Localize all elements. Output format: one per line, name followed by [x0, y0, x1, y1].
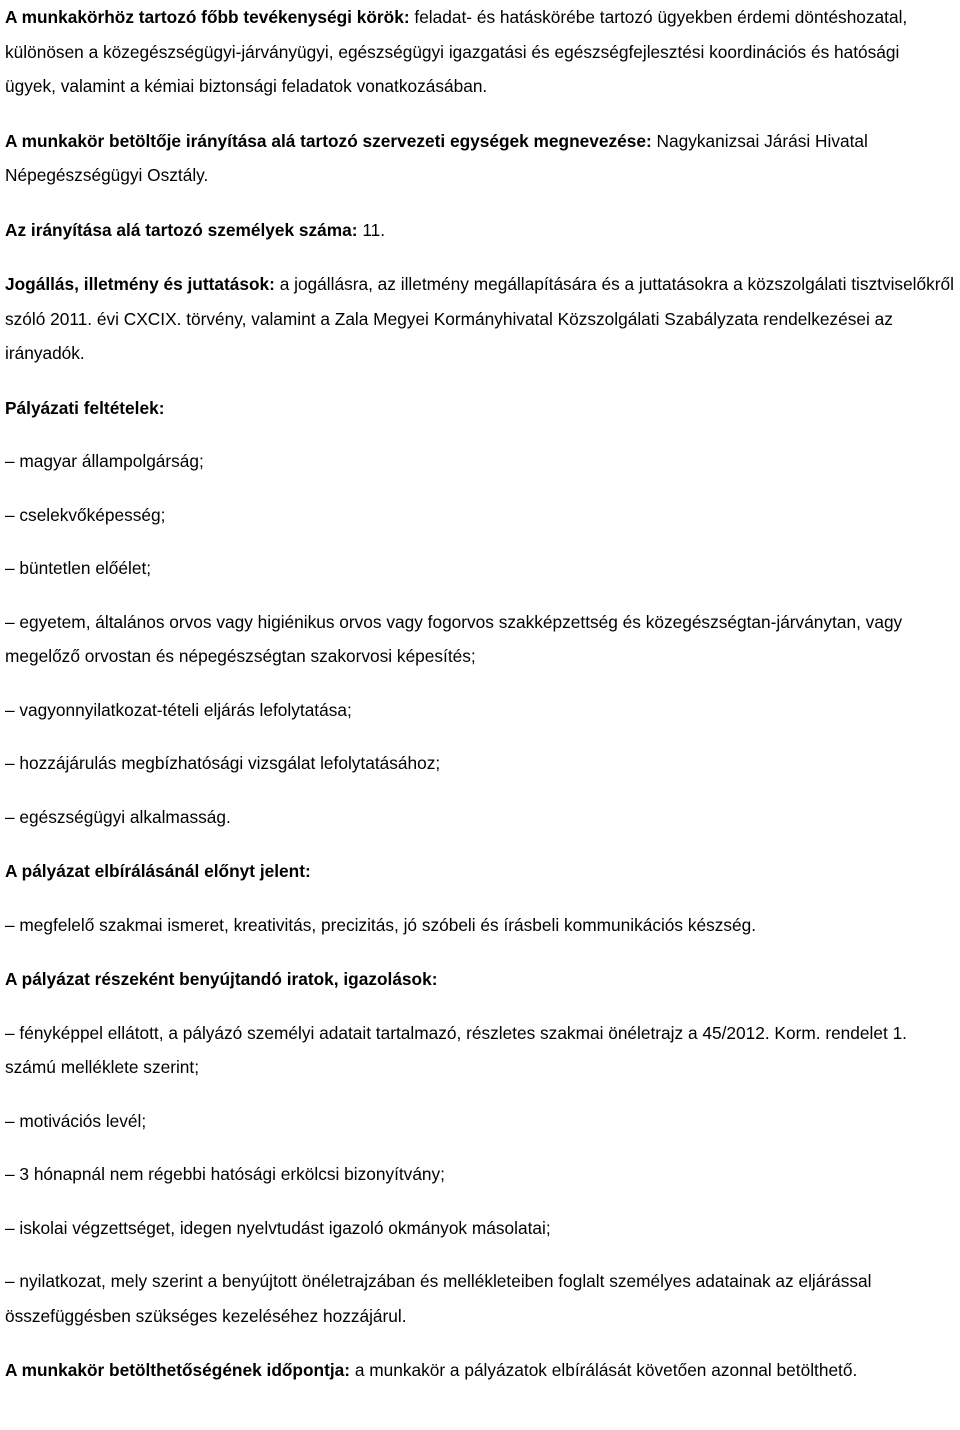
document-item: – iskolai végzettséget, idegen nyelvtudást igazoló okmányok másolatai;	[5, 1217, 551, 1238]
condition-item: – hozzájárulás megbízhatósági vizsgálat lefolytatásához;	[5, 753, 441, 773]
paragraph-units	[5, 124, 955, 193]
paragraph-activities	[5, 0, 955, 104]
condition-item: – vagyonnyilatkozat-tételi eljárás lefolytatása;	[5, 699, 352, 720]
start-date-text: a munkakör a pályázatok elbírálását követően azonnal betölthető.	[350, 1360, 858, 1380]
units-text: Nagykanizsai Járási Hivatal Népegészségügyi Osztály.	[5, 130, 868, 185]
document-item: – nyilatkozat, mely szerint a benyújtott önéletrajzában és mellékleteiben foglalt személyes adatainak az eljárással összefüggésben szükséges kezeléséhez hozzájárul.	[5, 1271, 872, 1326]
document-item: – fényképpel ellátott, a pályázó személyi adatait tartalmazó, részletes szakmai önéletrajz a 45/2012. Korm. rendelet 1. számú melléklete szerint;	[5, 1022, 907, 1077]
activities-label: A munkakörhöz tartozó főbb tevékenységi körök:	[5, 7, 410, 27]
legal-status-text: a jogállásra, az illetmény megállapítására és a juttatásokra a közszolgálati tisztviselőkről szóló 2011. évi CXCIX. törvény, valamint a Zala Megyei Kormányhivatal Közszolgálati Szabályzata rendelkezései az irányadók.	[5, 274, 954, 363]
condition-item: – egyetem, általános orvos vagy higiénikus orvos vagy fogorvos szakképzettség és közegészségtan-járványtan, vagy megelőző orvostan és népegészségtan szakorvosi képesítés;	[5, 611, 903, 666]
condition-item: – magyar állampolgárság;	[5, 451, 204, 471]
condition-item: – egészségügyi alkalmasság.	[5, 806, 231, 827]
staff-count-text: 11.	[357, 219, 386, 240]
condition-item: – büntetlen előélet;	[5, 558, 152, 578]
paragraph-legal-status	[5, 267, 955, 371]
paragraph-start-date	[5, 1353, 955, 1388]
advantage-item: – megfelelő szakmai ismeret, kreativitás, precizitás, jó szóbeli és írásbeli kommunikációs készség.	[5, 914, 757, 935]
document-item: – 3 hónapnál nem régebbi hatósági erkölcsi bizonyítvány;	[5, 1164, 445, 1184]
condition-item: – cselekvőképesség;	[5, 504, 166, 525]
activities-text: feladat- és hatáskörébe tartozó ügyekben érdemi döntéshozatal, különösen a közegészségügyi-járványügyi, egészségügyi igazgatási és egészségfejlesztési koordinációs és hatósági ügyek, valamint a kémiai biztonsági feladatok vonatkozásában.	[5, 7, 908, 96]
staff-count-label: Az irányítása alá tartozó személyek száma:	[5, 219, 358, 240]
advantages-heading: A pályázat elbírálásánál előnyt jelent:	[5, 861, 311, 881]
units-label: A munkakör betöltője irányítása alá tartozó szervezeti egységek megnevezése:	[5, 130, 652, 151]
documents-heading: A pályázat részeként benyújtandó iratok, igazolások:	[5, 969, 438, 989]
document-item: – motivációs levél;	[5, 1110, 147, 1131]
paragraph-staff-count	[5, 213, 955, 248]
start-date-label: A munkakör betölthetőségének időpontja:	[5, 1360, 351, 1380]
legal-status-label: Jogállás, illetmény és juttatások:	[5, 274, 275, 294]
conditions-heading: Pályázati feltételek:	[5, 397, 165, 418]
